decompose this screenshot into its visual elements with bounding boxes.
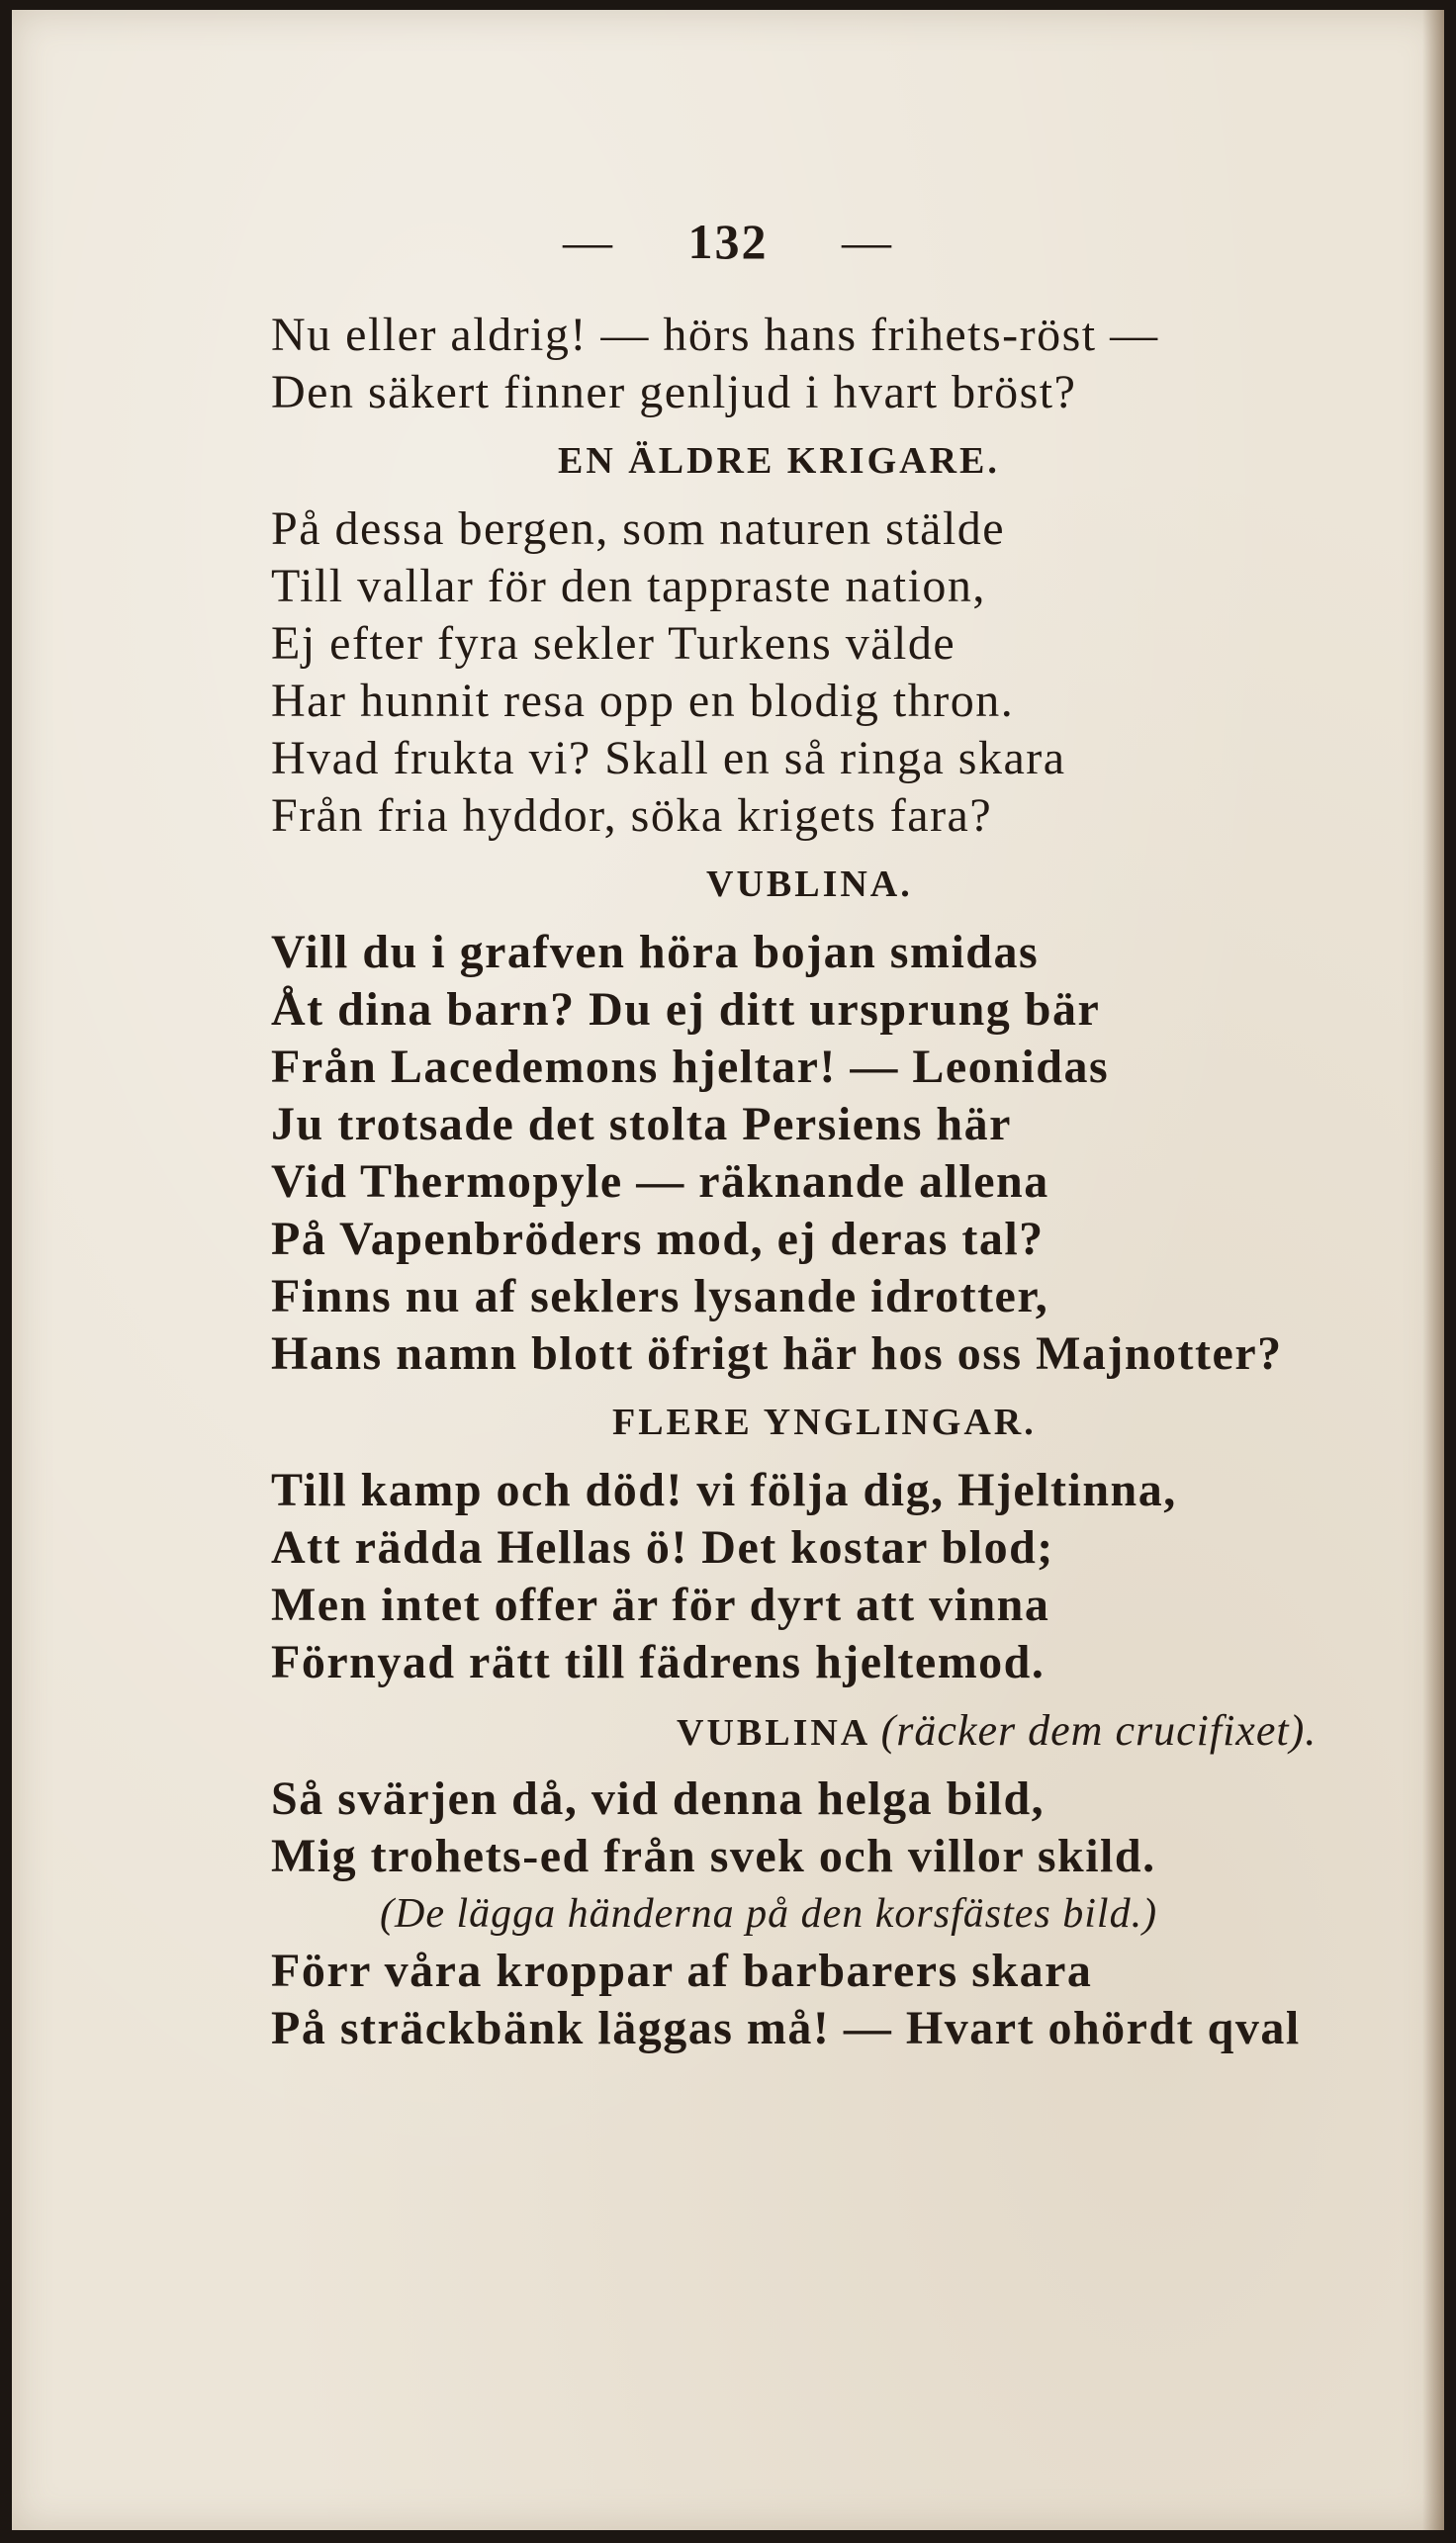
verse-line: Från fria hyddor, söka krigets fara? (271, 789, 993, 842)
verse-line: Har hunnit resa opp en blodig thron. (271, 675, 1015, 727)
speaker-name: VUBLINA (677, 1712, 869, 1754)
speaker-heading (271, 1383, 1379, 1462)
verse-line: Förr våra kroppar af barbarers skara (271, 1945, 1093, 1997)
verse-line: Finns nu af seklers lysande idrotter, (271, 1270, 1049, 1322)
stage-direction: (räcker dem crucifixet). (880, 1706, 1318, 1755)
stage-direction: (De lägga händerna på den korsfästes bild.) (380, 1891, 1158, 1937)
speaker-name: VUBLINA. (706, 863, 913, 905)
page-edge-shadow (1422, 10, 1444, 2530)
verse-line: På dessa bergen, som naturen stälde (271, 502, 1006, 555)
verse-line: Vid Thermopyle — räknande allena (271, 1155, 1049, 1208)
verse-line: Åt dina barn? Du ej ditt ursprung bär (271, 983, 1101, 1036)
book-page (12, 10, 1444, 2530)
speaker-name: FLERE YNGLINGAR. (612, 1402, 1037, 1443)
verse-line: Förnyad rätt till fädrens hjeltemod. (271, 1636, 1046, 1688)
page-header (12, 213, 1444, 270)
verse-line: Hans namn blott öfrigt här hos oss Majnotter? (271, 1327, 1283, 1380)
verse-line: Den säkert finner genljud i hvart bröst? (271, 366, 1077, 418)
verse-line: På sträckbänk läggas må! — Hvart ohördt qval (271, 2002, 1301, 2054)
verse-line: Till kamp och död! vi följa dig, Hjeltinna, (271, 1464, 1177, 1516)
verse-line: Nu eller aldrig! — hörs hans frihets-röst — (271, 309, 1159, 361)
verse-line: Hvad frukta vi? Skall en så ringa skara (271, 732, 1066, 784)
verse-line: Från Lacedemons hjeltar! — Leonidas (271, 1041, 1110, 1093)
header-dash-right: — (842, 214, 893, 269)
speaker-name: EN ÄLDRE KRIGARE. (558, 440, 1000, 482)
verse-line: Ej efter fyra sekler Turkens välde (271, 617, 956, 670)
verse-line: Vill du i grafven höra bojan smidas (271, 926, 1040, 978)
verse-line: Mig trohets-ed från svek och villor skild. (271, 1830, 1156, 1882)
verse-line: Ju trotsade det stolta Persiens här (271, 1098, 1012, 1150)
speaker-heading (271, 845, 1379, 924)
verse-line: På Vapenbröders mod, ej deras tal? (271, 1213, 1045, 1265)
verse-line: Till vallar för den tappraste nation, (271, 560, 986, 612)
speaker-heading (271, 421, 1379, 500)
page-number: 132 (687, 214, 769, 269)
verse-line: Men intet offer är för dyrt att vinna (271, 1579, 1050, 1631)
poem-text (271, 307, 1379, 2057)
verse-line: Att rädda Hellas ö! Det kostar blod; (271, 1521, 1054, 1574)
verse-line: Så svärjen då, vid denna helga bild, (271, 1772, 1046, 1825)
speaker-heading (271, 1691, 1379, 1771)
header-dash-left: — (563, 214, 614, 269)
